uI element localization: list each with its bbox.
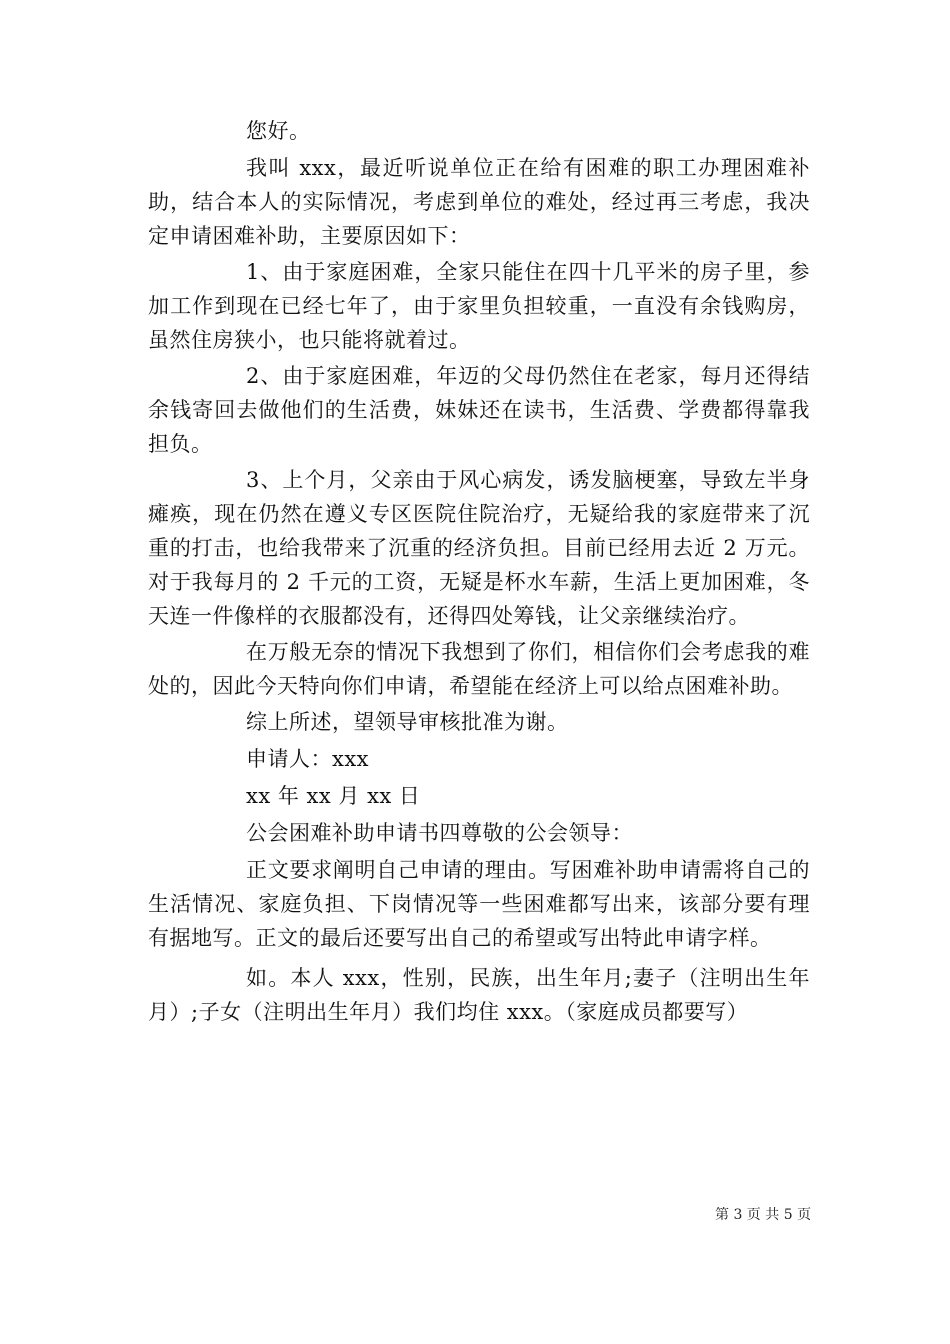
paragraph-reason-2: 2、由于家庭困难，年迈的父母仍然住在老家，每月还得结余钱寄回去做他们的生活费，妹妹还在读书，生活费、学费都得靠我担负。 — [148, 364, 810, 456]
applicant-line: 申请人：xxx — [246, 747, 370, 771]
paragraph-reason-3: 3、上个月，父亲由于风心病发，诱发脑梗塞，导致左半身瘫痪，现在仍然在遵义专区医院住院治疗，无疑给我的家庭带来了沉重的打击，也给我带来了沉重的经济负担。目前已经用去近 2 万元。对于我每月的 2 千元的工资，无疑是杯水车薪，生活上更加困难，冬天连一件像样的衣服都没有，还得四处筹钱，让父亲继续治疗。 — [148, 468, 810, 628]
paragraph-example: 如。本人 xxx，性别，民族，出生年月;妻子（注明出生年月）;子女（注明出生年月）我们均住 xxx。（家庭成员都要写） — [148, 966, 810, 1024]
next-section-title: 公会困难补助申请书四尊敬的公会领导： — [246, 821, 633, 845]
closing-line: 综上所述，望领导审核批准为谢。 — [246, 710, 569, 734]
paragraph-guidance: 正文要求阐明自己申请的理由。写困难补助申请需将自己的生活情况、家庭负担、下岗情况等一些困难都写出来，该部分要有理有据地写。正文的最后还要写出自己的希望或写出特此申请字样。 — [148, 858, 810, 950]
paragraph-intro: 我叫 xxx，最近听说单位正在给有困难的职工办理困难补助，结合本人的实际情况，考虑到单位的难处，经过再三考虑，我决定申请困难补助，主要原因如下： — [148, 156, 810, 248]
paragraph-request: 在万般无奈的情况下我想到了你们，相信你们会考虑我的难处的，因此今天特向你们申请，希望能在经济上可以给点困难补助。 — [148, 640, 810, 698]
date-line: xx 年 xx 月 xx 日 — [246, 784, 421, 808]
paragraph-reason-1: 1、由于家庭困难，全家只能住在四十几平米的房子里，参加工作到现在已经七年了，由于家里负担较重，一直没有余钱购房，虽然住房狭小，也只能将就着过。 — [148, 260, 810, 352]
document-body — [148, 114, 810, 1031]
greeting: 您好。 — [246, 119, 311, 143]
page-number: 第 3 页 共 5 页 — [715, 1207, 812, 1223]
